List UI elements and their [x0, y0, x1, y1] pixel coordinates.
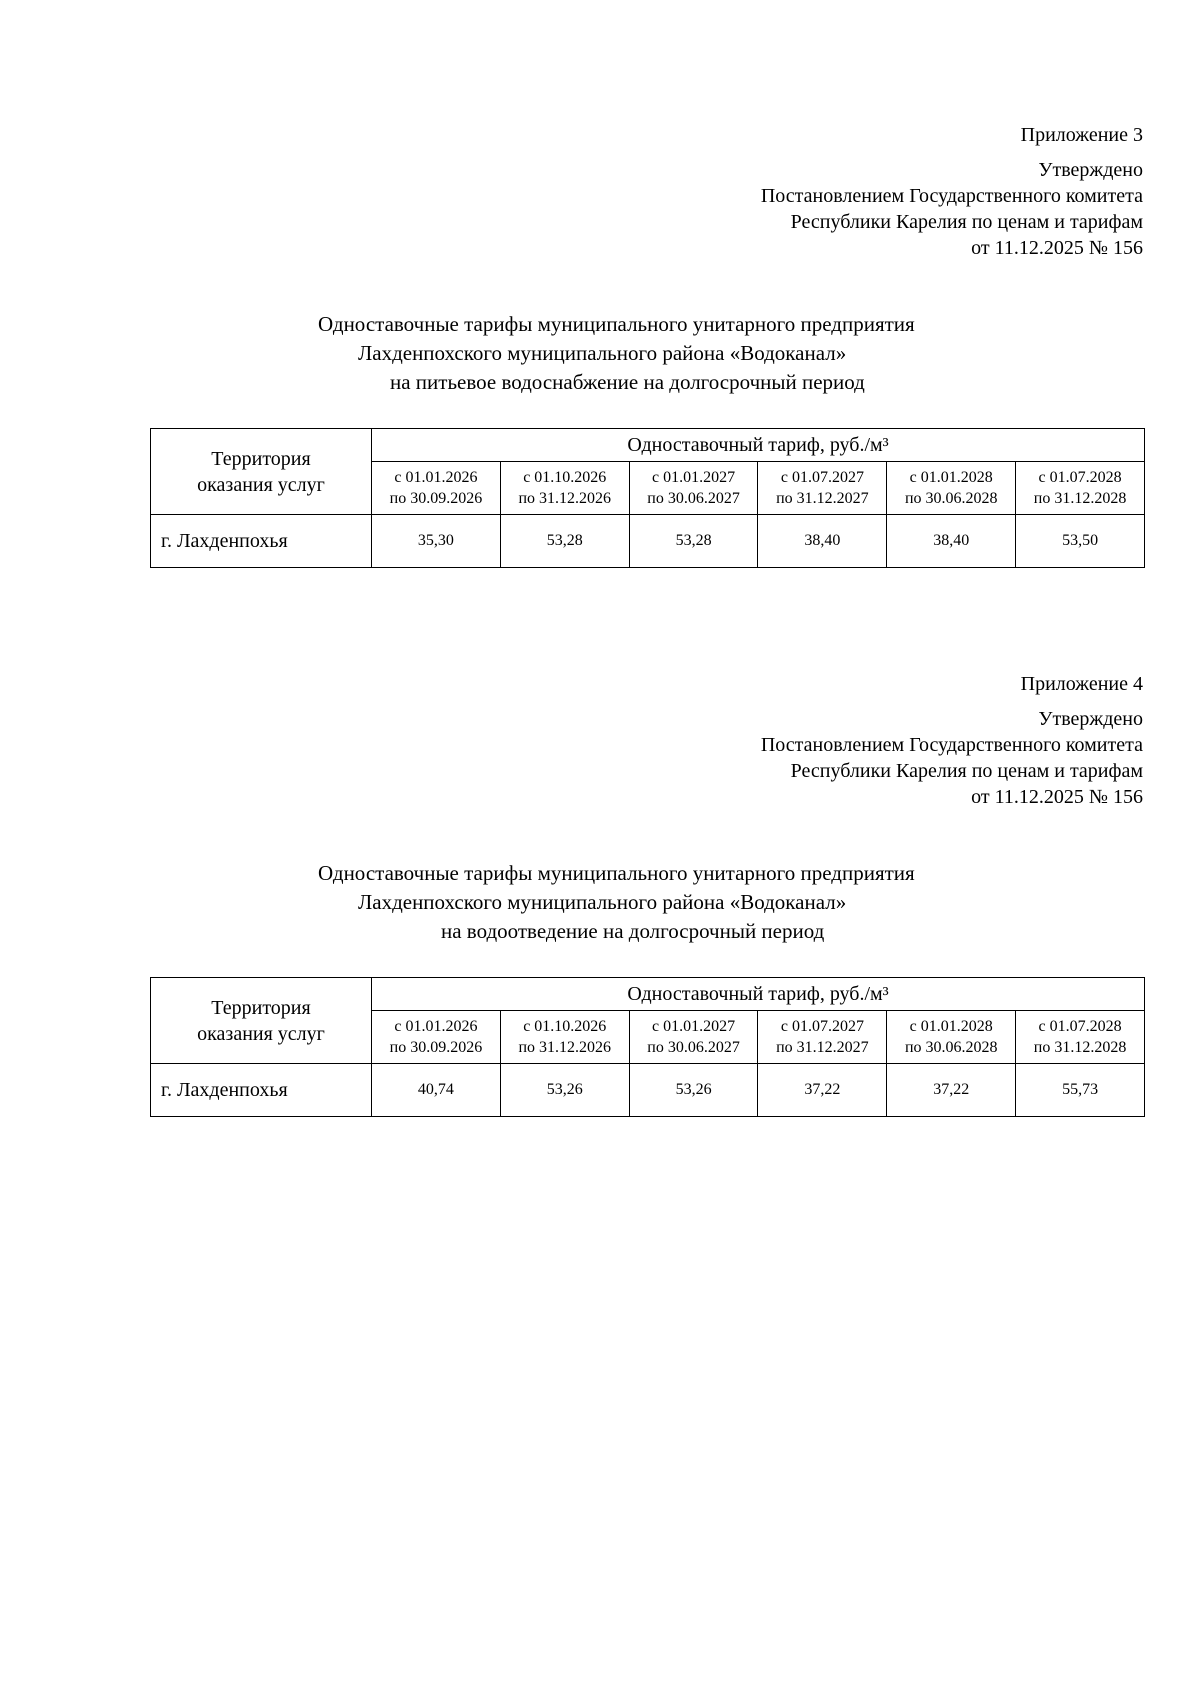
approval-line: от 11.12.2025 № 156: [971, 237, 1143, 259]
tariff-value-cell: 38,40: [758, 515, 887, 568]
period-header: с 01.01.2028 по 30.06.2028: [887, 1011, 1016, 1064]
approval-line: Республики Карелия по ценам и тарифам: [790, 760, 1143, 782]
approval-line: от 11.12.2025 № 156: [971, 786, 1143, 808]
title-line: Одноставочные тарифы муниципального унитарного предприятия: [318, 861, 915, 885]
tariff-value-cell: 53,50: [1016, 515, 1145, 568]
appendix-label: Приложение 4: [1020, 673, 1143, 695]
tariff-value-cell: 53,26: [500, 1064, 629, 1117]
tariff-value-cell: 53,26: [629, 1064, 758, 1117]
tariff-value-cell: 53,28: [629, 515, 758, 568]
period-header: с 01.10.2026 по 31.12.2026: [500, 1011, 629, 1064]
period-header: с 01.07.2028 по 31.12.2028: [1016, 462, 1145, 515]
title-line: Одноставочные тарифы муниципального унитарного предприятия: [318, 312, 915, 336]
tariff-header: Одноставочный тариф, руб./м³: [372, 978, 1145, 1011]
period-header: с 01.01.2026 по 30.09.2026: [372, 1011, 501, 1064]
tariff-header: Одноставочный тариф, руб./м³: [372, 429, 1145, 462]
period-header: с 01.01.2027 по 30.06.2027: [629, 1011, 758, 1064]
territory-header: Территория оказания услуг: [151, 978, 372, 1064]
period-header: с 01.01.2026 по 30.09.2026: [372, 462, 501, 515]
tariff-value-cell: 40,74: [372, 1064, 501, 1117]
territory-cell: г. Лахденпохья: [151, 515, 372, 568]
territory-header: Территория оказания услуг: [151, 429, 372, 515]
period-header: с 01.07.2027 по 31.12.2027: [758, 462, 887, 515]
approval-line: Постановлением Государственного комитета: [760, 185, 1143, 207]
period-header: с 01.07.2027 по 31.12.2027: [758, 1011, 887, 1064]
approval-block: [761, 157, 1143, 261]
title-line: Лахденпохского муниципального района «Водоканал»: [358, 341, 847, 365]
tariff-table: [150, 428, 1145, 568]
approval-block: [761, 706, 1143, 810]
approval-line: Постановлением Государственного комитета: [760, 734, 1143, 756]
period-header: с 01.01.2027 по 30.06.2027: [629, 462, 758, 515]
approval-line: Утверждено: [1038, 159, 1143, 181]
tariff-value-cell: 53,28: [500, 515, 629, 568]
tariff-value-cell: 38,40: [887, 515, 1016, 568]
approval-line: Утверждено: [1038, 708, 1143, 730]
title-line: на водоотведение на долгосрочный период: [441, 919, 825, 943]
title-line: Лахденпохского муниципального района «Водоканал»: [358, 890, 847, 914]
table-row: [151, 515, 1145, 568]
period-header: с 01.01.2028 по 30.06.2028: [887, 462, 1016, 515]
territory-cell: г. Лахденпохья: [151, 1064, 372, 1117]
tariff-value-cell: 37,22: [887, 1064, 1016, 1117]
title-line: на питьевое водоснабжение на долгосрочный период: [390, 370, 865, 394]
table-row: [151, 1064, 1145, 1117]
period-header: с 01.10.2026 по 31.12.2026: [500, 462, 629, 515]
approval-line: Республики Карелия по ценам и тарифам: [790, 211, 1143, 233]
period-header: с 01.07.2028 по 31.12.2028: [1016, 1011, 1145, 1064]
appendix-label: Приложение 3: [1020, 124, 1143, 146]
tariff-value-cell: 35,30: [372, 515, 501, 568]
tariff-table: [150, 977, 1145, 1117]
tariff-value-cell: 55,73: [1016, 1064, 1145, 1117]
tariff-value-cell: 37,22: [758, 1064, 887, 1117]
